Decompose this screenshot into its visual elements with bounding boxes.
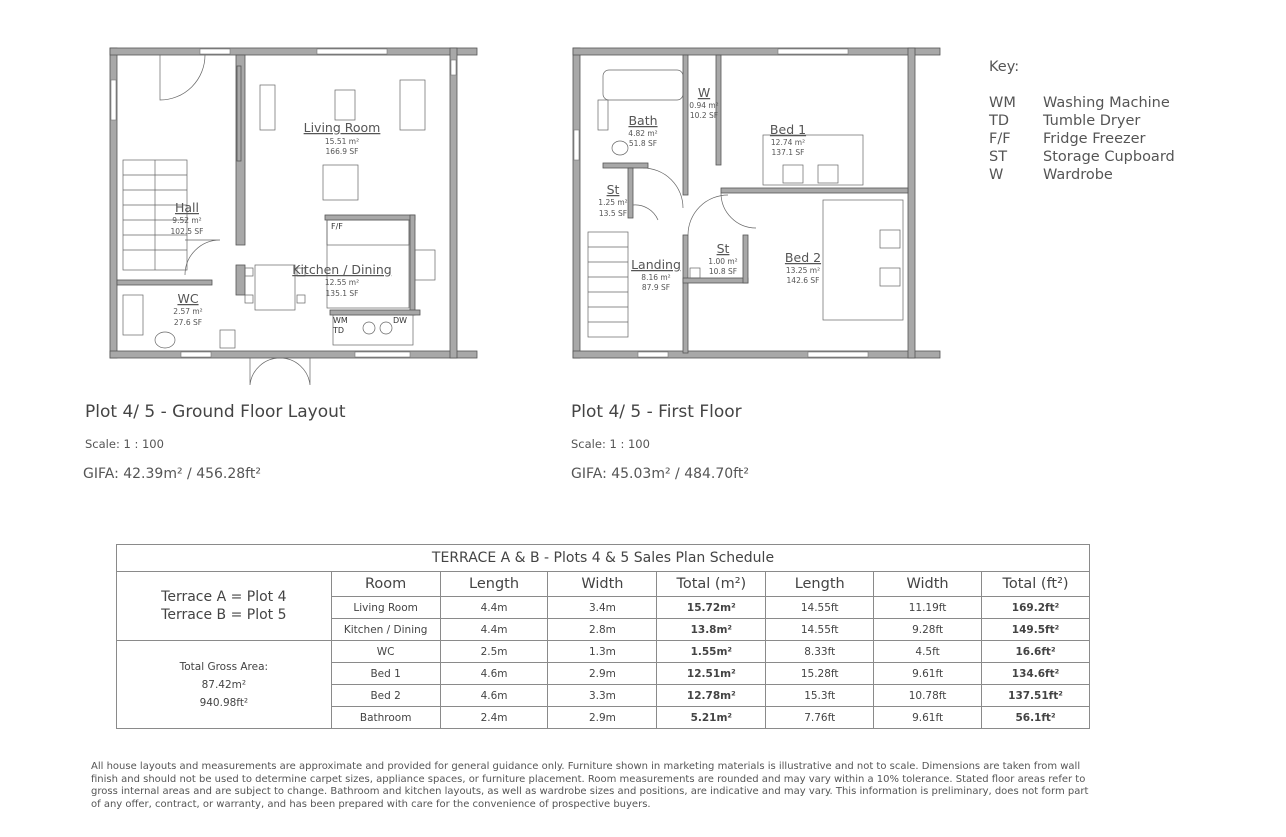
svg-text:2.57 m²: 2.57 m² [173, 307, 203, 316]
col-header: Total (m²) [657, 572, 766, 597]
first-floor-scale: Scale: 1 : 100 [571, 437, 650, 451]
svg-text:0.94 m²: 0.94 m² [689, 101, 719, 110]
ground-floor-plan [105, 40, 485, 390]
sales-plan-schedule [116, 544, 1090, 729]
svg-text:87.9 SF: 87.9 SF [641, 283, 671, 292]
key-item: WM Washing Machine [989, 95, 1170, 111]
col-header: Room [331, 572, 440, 597]
room-label-bed-2: Bed 2 [784, 250, 822, 265]
first-floor-plan [568, 40, 943, 365]
ground-floor-gifa: GIFA: 42.39m² / 456.28ft² [83, 466, 261, 482]
svg-text:1.25 m²: 1.25 m² [598, 198, 628, 207]
key-title: Key: [989, 59, 1020, 75]
disclaimer-text: All house layouts and measurements are approximate and provided for general guidance only. Furniture shown in marketing materials is illustrative and not to scale. Dimensions are taken from wall finish and should not be used to determine carpet sizes, appliance spaces, or furniture placement. Room measurements are rounded and may vary within a 10% tolerance. Stated floor areas refer to gross internal areas and are subject to change. Bathroom and kitchen layouts, as well as wardrobe sizes and positions, are indicative and may vary. This information is preliminary, does not form part of any offer, contract, or warranty, and has been prepared with care for the convenience of prospective buyers. [91, 761, 1089, 810]
table-row: Bed 1 4.6m 2.9m 12.51m² 15.28ft 9.61ft 134.6ft² [117, 663, 1090, 685]
room-label-living-room: Living Room [303, 120, 381, 135]
room-label-kitchen-dining: Kitchen / Dining [292, 262, 392, 277]
svg-text:102.5 SF: 102.5 SF [170, 227, 204, 236]
label-wm: WM [333, 316, 348, 325]
col-header: Width [548, 572, 657, 597]
room-label-bed-1: Bed 1 [769, 122, 807, 137]
svg-text:12.74 m²: 12.74 m² [770, 138, 806, 147]
svg-text:137.1 SF: 137.1 SF [771, 148, 805, 157]
key-item: F/F Fridge Freezer [989, 131, 1146, 147]
room-label-storage-2: St [716, 241, 730, 256]
room-label-hall: Hall [174, 200, 200, 215]
svg-text:9.52 m²: 9.52 m² [172, 216, 202, 225]
col-header: Width [874, 572, 982, 597]
key-item: ST Storage Cupboard [989, 149, 1175, 165]
label-dw: DW [393, 316, 408, 325]
table-row: Total Gross Area: 87.42m² 940.98ft² WC 2.5m 1.3m 1.55m² 8.33ft 4.5ft 16.6ft² [117, 641, 1090, 663]
svg-text:142.6 SF: 142.6 SF [786, 276, 820, 285]
svg-text:4.82 m²: 4.82 m² [628, 129, 658, 138]
svg-text:135.1 SF: 135.1 SF [325, 289, 359, 298]
room-label-storage-1: St [606, 182, 620, 197]
ground-floor-title: Plot 4/ 5 - Ground Floor Layout [85, 402, 346, 422]
first-floor-title: Plot 4/ 5 - First Floor [571, 402, 742, 422]
svg-text:10.8 SF: 10.8 SF [708, 267, 738, 276]
svg-text:12.55 m²: 12.55 m² [324, 278, 360, 287]
room-label-wardrobe: W [697, 85, 711, 100]
room-label-wc: WC [177, 291, 199, 306]
room-label-bath: Bath [628, 113, 658, 128]
table-row: Bathroom 2.4m 2.9m 5.21m² 7.76ft 9.61ft 56.1ft² [117, 707, 1090, 729]
table-row: Living Room 4.4m 3.4m 15.72m² 14.55ft 11.19ft 169.2ft² [117, 597, 1090, 619]
svg-text:10.2 SF: 10.2 SF [689, 111, 719, 120]
key-item: W Wardrobe [989, 167, 1113, 183]
table-row: Bed 2 4.6m 3.3m 12.78m² 15.3ft 10.78ft 137.51ft² [117, 685, 1090, 707]
ground-floor-scale: Scale: 1 : 100 [85, 437, 164, 451]
col-header: Length [766, 572, 874, 597]
svg-text:166.9 SF: 166.9 SF [325, 147, 359, 156]
svg-text:51.8 SF: 51.8 SF [628, 139, 658, 148]
plot-mapping: Terrace A = Plot 4 Terrace B = Plot 5 [117, 572, 332, 641]
first-floor-gifa: GIFA: 45.03m² / 484.70ft² [571, 466, 749, 482]
key-item: TD Tumble Dryer [989, 113, 1141, 129]
svg-text:1.00 m²: 1.00 m² [708, 257, 738, 266]
table-row: Kitchen / Dining 4.4m 2.8m 13.8m² 14.55ft 9.28ft 149.5ft² [117, 619, 1090, 641]
label-ff: F/F [331, 222, 343, 231]
svg-text:8.16 m²: 8.16 m² [641, 273, 671, 282]
svg-text:13.25 m²: 13.25 m² [785, 266, 821, 275]
col-header: Length [440, 572, 548, 597]
schedule-caption: TERRACE A & B - Plots 4 & 5 Sales Plan Schedule [117, 545, 1090, 572]
svg-text:13.5 SF: 13.5 SF [598, 209, 628, 218]
total-gross-area: Total Gross Area: 87.42m² 940.98ft² [117, 641, 332, 729]
svg-text:27.6 SF: 27.6 SF [173, 318, 203, 327]
svg-text:15.51 m²: 15.51 m² [324, 137, 360, 146]
room-label-landing: Landing [631, 257, 681, 272]
label-td: TD [333, 326, 345, 335]
col-header: Total (ft²) [982, 572, 1090, 597]
